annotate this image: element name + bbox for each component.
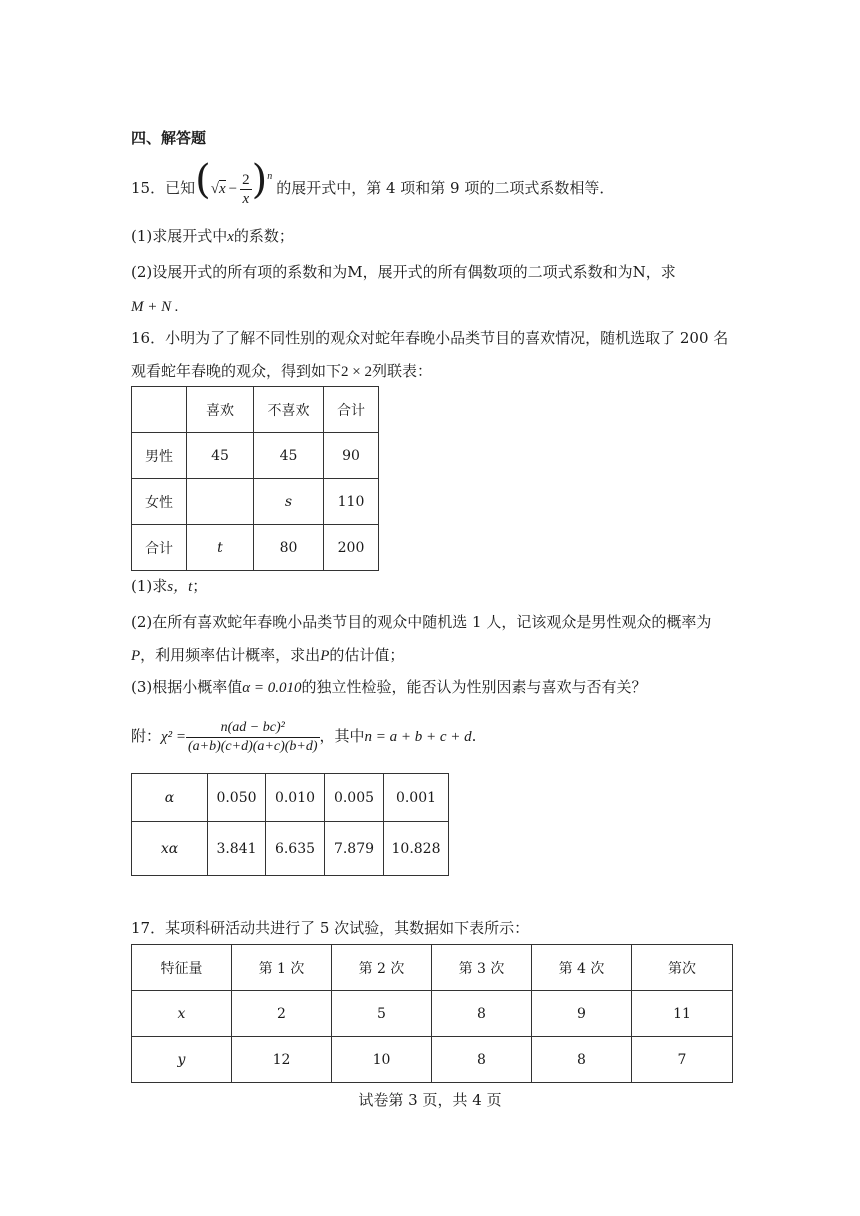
question-number: 15． [131,179,166,197]
table-row: 男性 45 45 90 [132,433,379,479]
sqrt-radicand: x [218,181,226,197]
left-paren: ( [195,157,211,203]
fraction-2-over-x: $\frac{2}{x}$ [242,171,250,207]
table-row: α 0.050 0.010 0.005 0.001 [132,774,449,822]
table-header-row: 喜欢 不喜欢 合计 [132,387,379,433]
formula-fraction: $\frac{\text{n(ad − bc)²}}{(a+b)(c+d)(a+c)(b+d)}$ [187,719,318,754]
question-17-stem: 17．某项科研活动共进行了 5 次试验，其数据如下表所示： [131,919,530,937]
right-paren: ) [251,157,268,203]
question-number: 16． [131,329,166,347]
question-16-part-3: (3)根据小概率值α = 0.010的独立性检验，能否认为性别因素与喜欢与否有关？ [131,678,647,696]
question-15-part-2-expression: M + N . [131,299,179,315]
contingency-table [131,386,379,571]
question-15-stem: 15．已知(√x − $\frac{2}{x}$ )$^n$的展开式中，第 4 项和第 9 项的二项式系数相等． [131,157,615,207]
sqrt-sign: √ [210,181,219,197]
question-16-line-1: 16．小明为了了解不同性别的观众对蛇年春晚小品类节目的喜欢情况，随机选取了 200 名 [131,329,729,347]
question-16-part-2-line-2: P，利用频率估计概率，求出P的估计值； [131,646,405,664]
section-title: 四、解答题 [131,129,207,147]
experiment-table [131,944,733,1083]
question-number: 17． [131,919,166,937]
chi-square-formula: 附：χ² = $\frac{\text{n(ad − bc)²}}{(a+b)(c+d)(a+c)(b+d)}$ ，其中n = a + b + c + d. [131,719,477,754]
question-15-part-2: (2)设展开式的所有项的系数和为M，展开式的所有偶数项的二项式系数和为N，求 [131,263,676,281]
question-16-line-2: 观看蛇年春晚的观众，得到如下2 × 2列联表： [131,362,432,380]
table-row: y 12 10 8 8 7 [132,1037,733,1083]
table-header-row: 特征量 第 1 次 第 2 次 第 3 次 第 4 次 第次 [132,945,733,991]
table-row: xα 3.841 6.635 7.879 10.828 [132,822,449,876]
question-16-part-2: (2)在所有喜欢蛇年春晚小品类节目的观众中随机选 1 人，记该观众是男性观众的概率为 [131,613,712,631]
table-row: 女性 s 110 [132,479,379,525]
exponent-n: n [267,171,273,182]
table-row: 合计 t 80 200 [132,525,379,571]
page-footer: 试卷第 3 页，共 4 页 [358,1091,502,1109]
critical-value-table [131,773,449,876]
question-16-part-1: (1)求s，t； [131,577,208,595]
question-15-part-1: (1)求展开式中x的系数； [131,227,294,245]
table-row: x 2 5 8 9 11 [132,991,733,1037]
